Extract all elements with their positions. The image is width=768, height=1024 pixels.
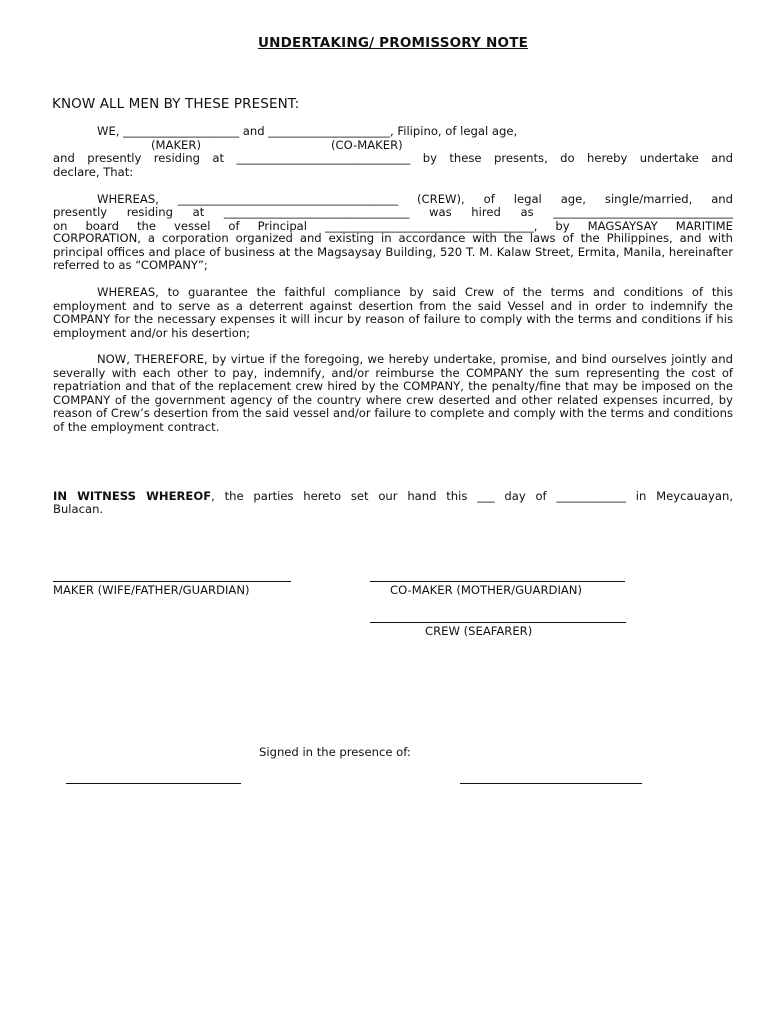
p2-line3-a: on board the vessel of Principal bbox=[53, 219, 308, 233]
p1-line2-a: and presently residing at bbox=[53, 151, 225, 165]
witness-bold: IN WITNESS WHEREOF bbox=[53, 489, 212, 503]
p2-line1-b: (CREW), of legal age, single/married, and bbox=[417, 192, 734, 206]
p2-blank-position: _______________________________ bbox=[553, 205, 734, 219]
p1-blank-maker: ____________________ bbox=[123, 124, 240, 138]
p4-paragraph bbox=[53, 353, 733, 435]
comaker-signature-label: CO-MAKER (MOTHER/GUARDIAN) bbox=[390, 583, 582, 597]
p1-filipino: , Filipino, of legal age, bbox=[390, 124, 518, 138]
maker-label: (MAKER) bbox=[151, 138, 201, 152]
p1-line2 bbox=[53, 151, 733, 165]
p2-blank-crew: ______________________________________ bbox=[177, 192, 399, 206]
crew-signature-label: CREW (SEAFARER) bbox=[425, 624, 533, 638]
p2-line3-b: , by MAGSAYSAY MARITIME bbox=[533, 219, 733, 233]
p2-blank-residence: ________________________________ bbox=[223, 205, 410, 219]
p3-text: WHEREAS, to guarantee the faithful compliance by said Crew of the terms and conditions of this employment and to serve as a deterrent against desertion from the said Vessel and in order to indemnify the COMPANY for the necessary expenses it will incur by reason of failure to comply with the terms and conditions if his employment and/or his desertion; bbox=[53, 285, 733, 340]
crew-signature-line bbox=[370, 622, 626, 623]
p1-line3: declare, That: bbox=[53, 165, 134, 179]
p2-blank-principal: ____________________________________ bbox=[325, 219, 534, 233]
p3-paragraph bbox=[53, 286, 733, 340]
p1-we: WE, bbox=[97, 124, 120, 138]
witness-text-c: in Meycauayan, bbox=[635, 489, 734, 503]
p2-line2-b: was hired as bbox=[429, 205, 534, 219]
witness-presence-label: Signed in the presence of: bbox=[259, 745, 411, 759]
witness-blank-month: ____________ bbox=[556, 489, 626, 503]
witness-blank-day: ___ bbox=[477, 489, 495, 503]
p1-line2-b: by these presents, do hereby undertake and bbox=[422, 151, 733, 165]
p2-line2-a: presently residing at bbox=[53, 205, 205, 219]
witness-text-b: day of bbox=[504, 489, 547, 503]
p1-line1 bbox=[97, 124, 517, 138]
maker-signature-line bbox=[53, 581, 291, 582]
p2-rest: CORPORATION, a corporation organized and existing in accordance with the laws of the Philippines, and with principal offices and place of business at the Magsaysay Building, 520 T. M. Kalaw Street, Ermita, Manila, hereinafter referred to as “COMPANY”; bbox=[53, 231, 733, 273]
comaker-label: (CO-MAKER) bbox=[331, 138, 403, 152]
p1-blank-address: ______________________________ bbox=[236, 151, 411, 165]
maker-signature-label: MAKER (WIFE/FATHER/GUARDIAN) bbox=[53, 583, 250, 597]
witness-text-a: , the parties hereto set our hand this bbox=[211, 489, 468, 503]
p2-whereas: WHEREAS, bbox=[97, 192, 159, 206]
p2-line1 bbox=[97, 192, 733, 206]
p2-line2 bbox=[53, 205, 733, 219]
witness-line2: Bulacan. bbox=[53, 502, 104, 516]
p1-blank-comaker: _____________________ bbox=[268, 124, 391, 138]
witness-line1 bbox=[53, 489, 733, 503]
witness2-signature-line bbox=[460, 783, 642, 784]
document-heading: KNOW ALL MEN BY THESE PRESENT: bbox=[52, 96, 300, 112]
p4-text: NOW, THEREFORE, by virtue if the foregoing, we hereby undertake, promise, and bind ourselves jointly and severally with each other to pay, indemnify, and/or reimburse the COMPANY the sum representing the cost of repatriation and that of the replacement crew hired by the COMPANY, the penalty/fine that may be imposed on the COMPANY of the government agency of the country where crew deserted and other related expenses incurred, by reason of Crew’s desertion from the said vessel and/or failure to complete and comply with the terms and conditions of the employment contract. bbox=[53, 352, 733, 434]
p1-and: and bbox=[242, 124, 265, 138]
document-title: UNDERTAKING/ PROMISSORY NOTE bbox=[257, 35, 529, 51]
witness1-signature-line bbox=[66, 783, 241, 784]
comaker-signature-line bbox=[370, 581, 625, 582]
